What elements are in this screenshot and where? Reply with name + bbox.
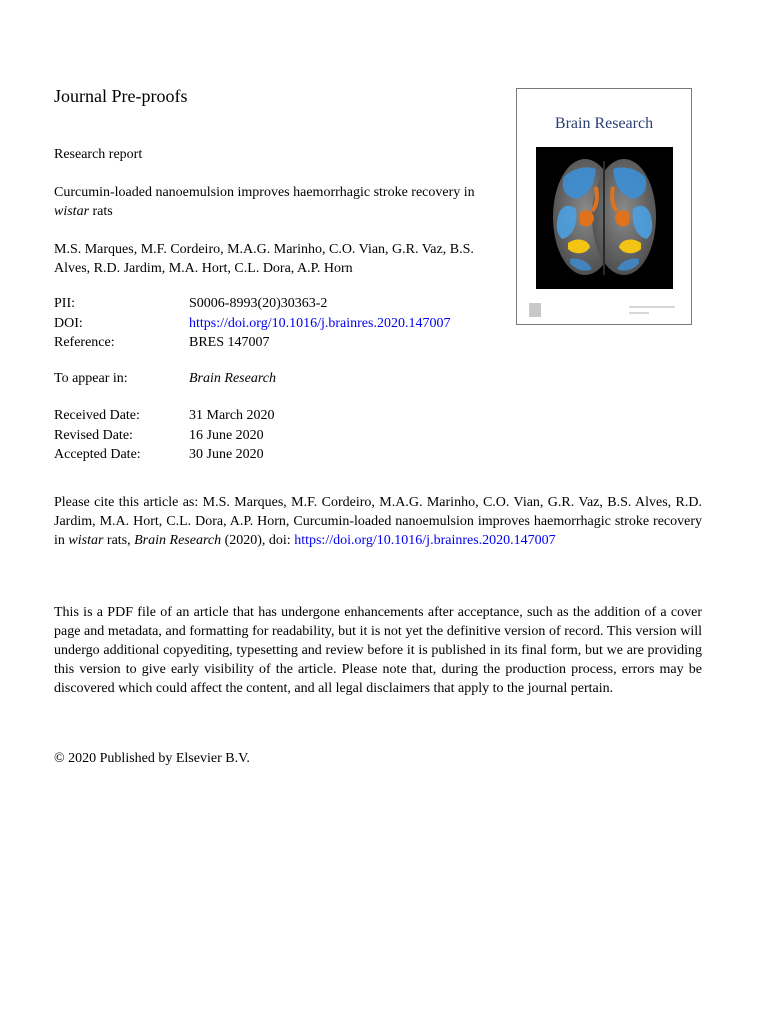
copyright: © 2020 Published by Elsevier B.V. bbox=[54, 751, 250, 766]
received-label: Received Date: bbox=[54, 408, 140, 423]
cover-footer-graphic bbox=[529, 301, 679, 319]
journal-cover bbox=[516, 88, 692, 325]
authors: M.S. Marques, M.F. Cordeiro, M.A.G. Marinho, C.O. Vian, G.R. Vaz, B.S. Alves, R.D. Jardim, M.A. Hort, C.L. Dora, A.P. Horn bbox=[54, 242, 474, 276]
doi-label: DOI: bbox=[54, 316, 83, 331]
reference-label: Reference: bbox=[54, 335, 115, 350]
article-title bbox=[54, 183, 494, 221]
accepted-value: 30 June 2020 bbox=[189, 447, 264, 462]
appear-value: Brain Research bbox=[189, 371, 276, 386]
doi-link[interactable]: https://doi.org/10.1016/j.brainres.2020.147007 bbox=[189, 316, 451, 331]
pii-label: PII: bbox=[54, 296, 75, 311]
cite-doi-link[interactable]: https://doi.org/10.1016/j.brainres.2020.147007 bbox=[294, 533, 556, 548]
appear-label: To appear in: bbox=[54, 371, 128, 386]
cite-text-3: (2020), doi: bbox=[221, 533, 295, 548]
title-rest: rats bbox=[89, 204, 113, 219]
notice-paragraph: This is a PDF file of an article that has undergone enhancements after acceptance, such as the addition of a cover page and metadata, and formatting for readability, but it is not yet the definitive version of record. This version will undergo additional copyediting, typesetting and review before it is published in its final form, but we are providing this version to give early visibility of the article. Please note that, during the production process, errors may be discovered which could affect the content, and all legal disclaimers that apply to the journal pertain. bbox=[54, 605, 702, 696]
cite-text-1: Please cite this article as: M.S. Marques, M.F. Cordeiro, M.A.G. Marinho, C.O. Vian, G.R. Vaz, B.S. Alves, R.D. Jardim, M.A. Hort, C.L. Dora, A.P. Horn, Curcumin-loaded nanoemulsion improves haemorrhagic stroke recovery in bbox=[54, 495, 702, 548]
pii-value: S0006-8993(20)30363-2 bbox=[189, 296, 328, 311]
report-type: Research report bbox=[54, 147, 143, 162]
accepted-label: Accepted Date: bbox=[54, 447, 141, 462]
journal-header: Journal Pre-proofs bbox=[54, 86, 188, 106]
revised-value: 16 June 2020 bbox=[189, 428, 264, 443]
cite-italic-1: wistar bbox=[68, 533, 104, 548]
cite-text-2: rats, bbox=[103, 533, 135, 548]
reference-value: BRES 147007 bbox=[189, 335, 270, 350]
title-line1: Curcumin-loaded nanoemulsion improves haemorrhagic stroke recovery in bbox=[54, 185, 475, 200]
received-value: 31 March 2020 bbox=[189, 408, 275, 423]
cover-journal-name: Brain Research bbox=[554, 115, 654, 132]
title-italic: wistar bbox=[54, 204, 90, 219]
revised-label: Revised Date: bbox=[54, 428, 133, 443]
brain-scan-image bbox=[536, 147, 673, 289]
citation-paragraph bbox=[54, 493, 702, 550]
cite-journal: Brain Research bbox=[134, 533, 222, 548]
